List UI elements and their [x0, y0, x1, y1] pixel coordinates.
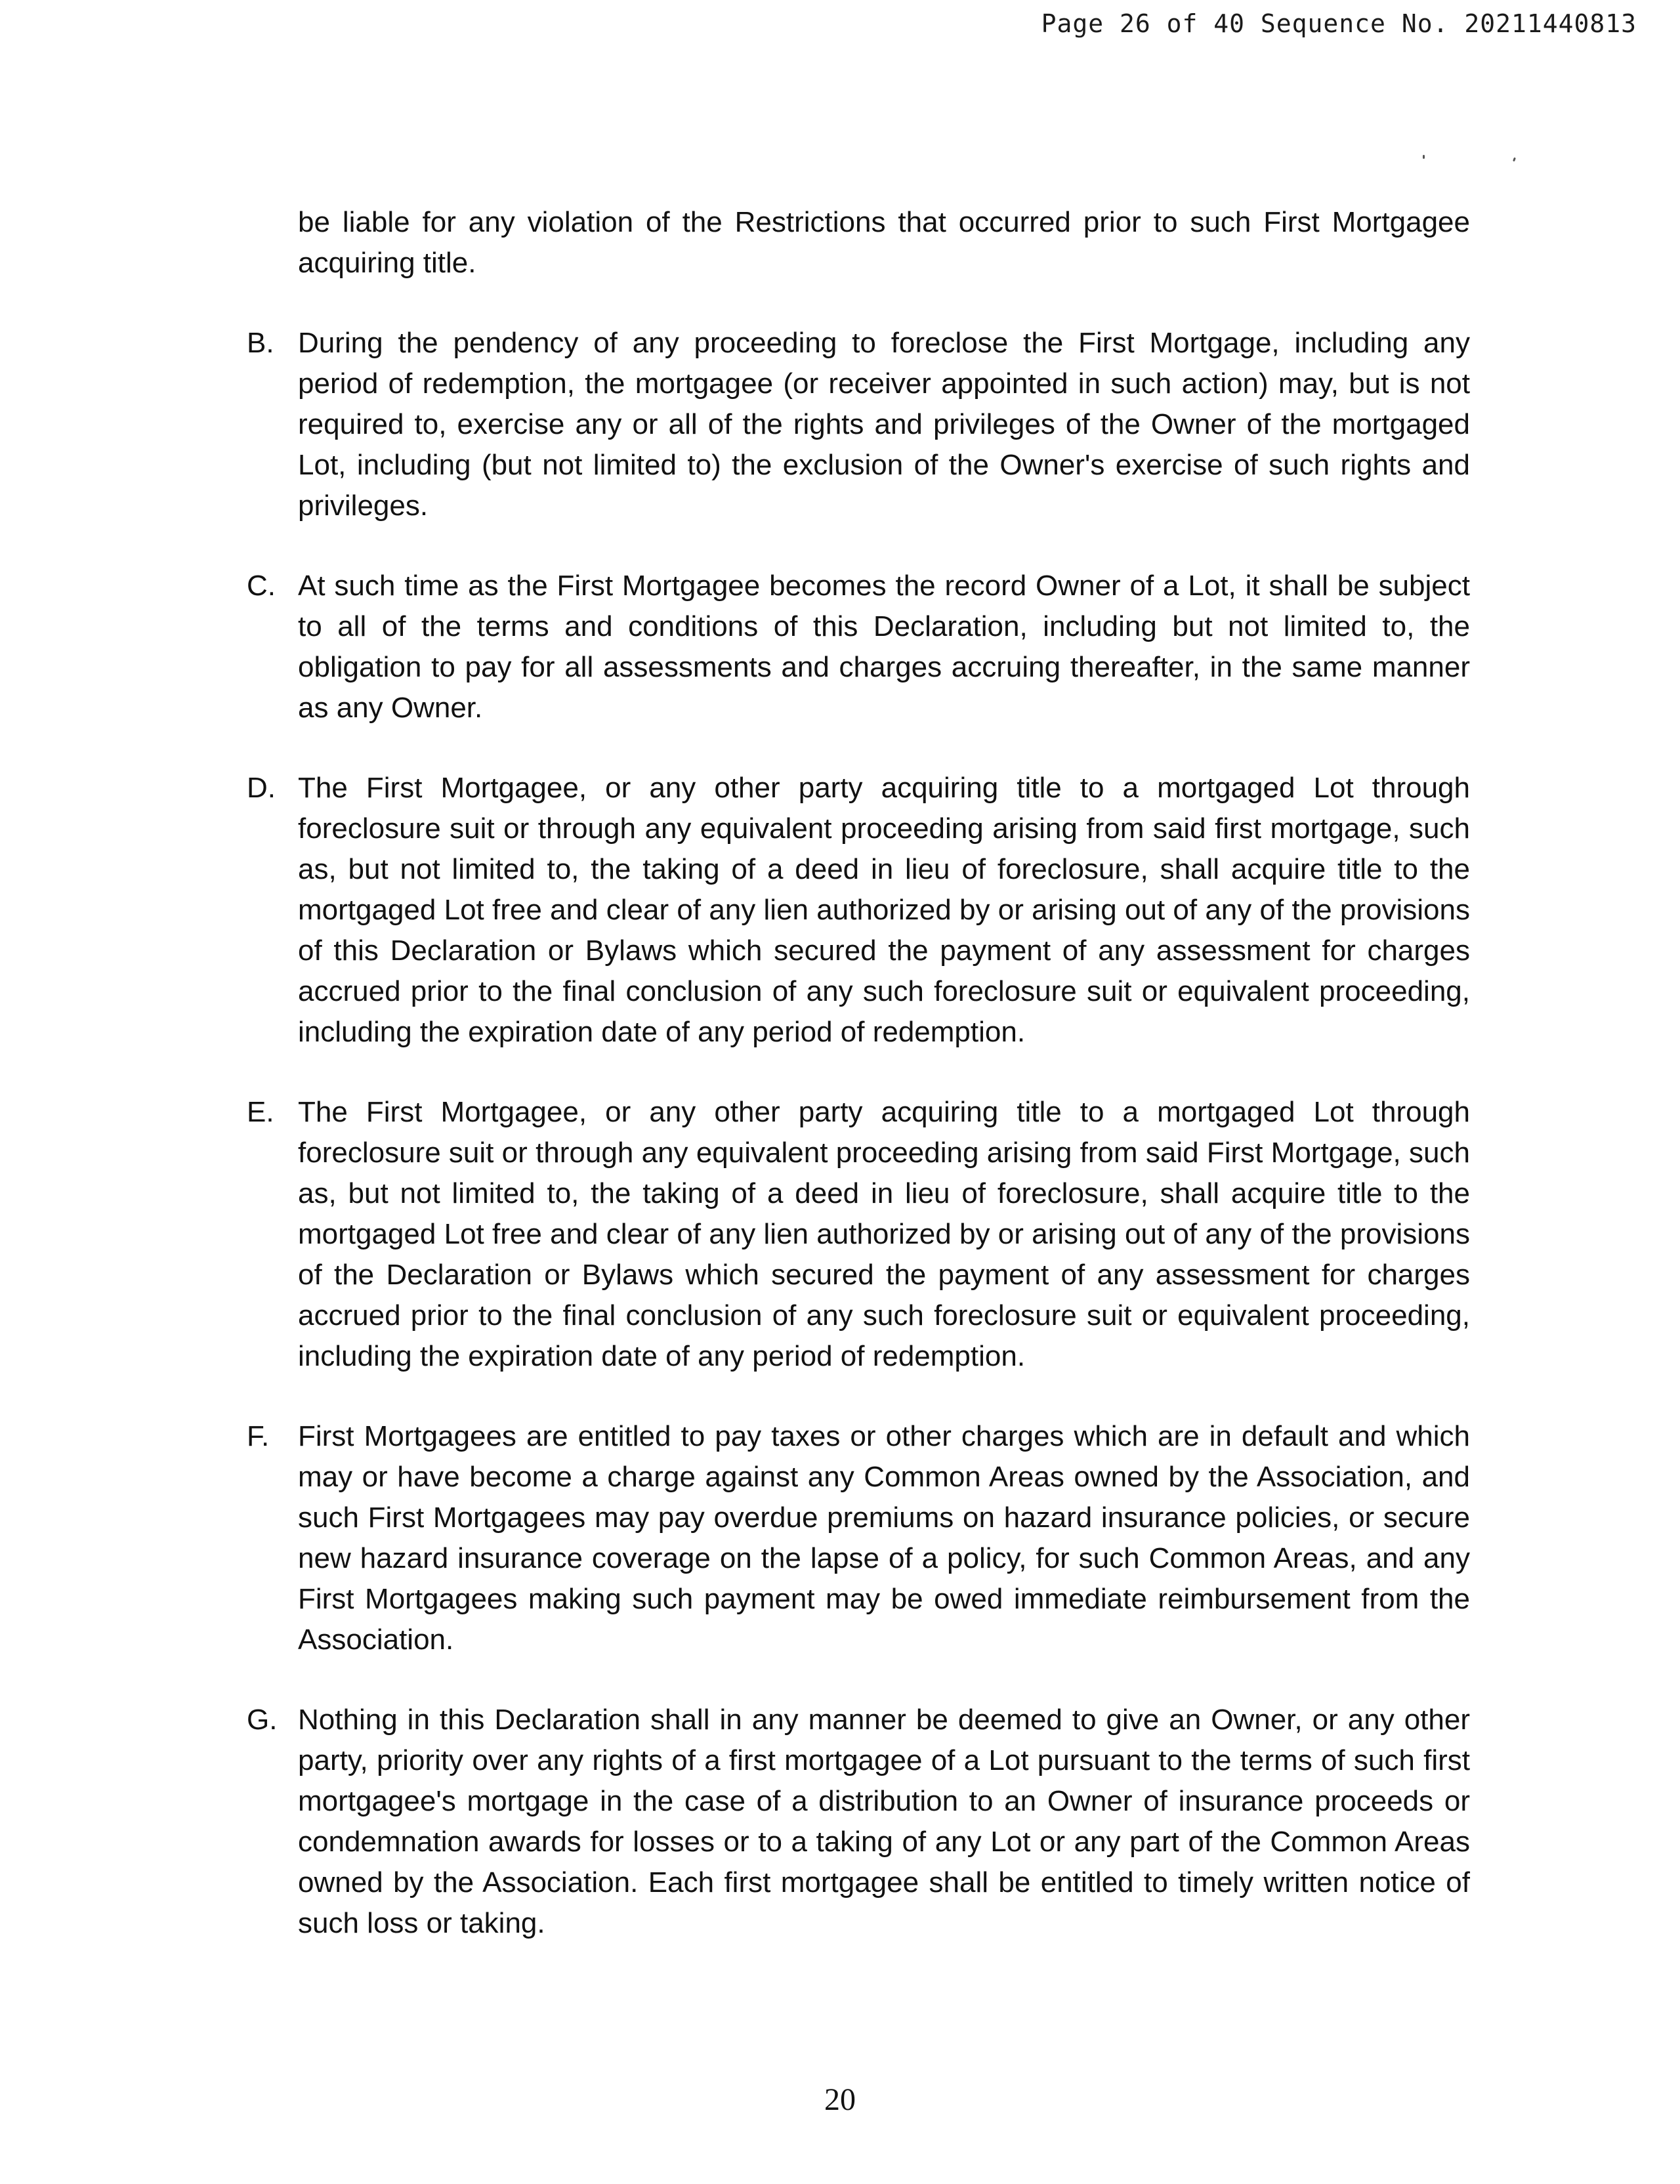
list-item-b: [247, 323, 1470, 526]
page-sequence-header: Page 26 of 40 Sequence No. 20211440813: [1041, 9, 1637, 38]
scan-speck: [1423, 155, 1425, 159]
scan-speck: [1513, 158, 1516, 162]
continuation-paragraph: be liable for any violation of the Restrictions that occurred prior to such First Mortgagee acquiring title.: [298, 206, 1470, 279]
list-item-c: [247, 566, 1470, 728]
list-item-e: [247, 1092, 1470, 1377]
item-text: The First Mortgagee, or any other party acquiring title to a mortgaged Lot through foreclosure suit or through any equivalent proceeding arising from said first mortgage, such as, but not limited to, the taking of a deed in lieu of foreclosure, shall acquire title to the mortgaged Lot free and clear of any lien authorized by or arising out of any of the provisions of this Declaration or Bylaws which secured the payment of any assessment for charges accrued prior to the final conclusion of any such foreclosure suit or equivalent proceeding, including the expiration date of any period of redemption.: [298, 772, 1470, 1048]
item-label: C.: [247, 570, 276, 602]
item-text: At such time as the First Mortgagee becomes the record Owner of a Lot, it shall be subject to all of the terms and conditions of this Declaration, including but not limited to, the obligation to pay for all assessments and charges accruing thereafter, in the same manner as any Owner.: [298, 570, 1470, 724]
page-number: 20: [824, 2082, 856, 2117]
item-label: G.: [247, 1704, 278, 1736]
item-text: During the pendency of any proceeding to foreclose the First Mortgage, including any period of redemption, the mortgagee (or receiver appointed in such action) may, but is not required to, exercise any or all of the rights and privileges of the Owner of the mortgaged Lot, including (but not limited to) the exclusion of the Owner's exercise of such rights and privileges.: [298, 327, 1470, 522]
item-label: B.: [247, 327, 274, 359]
item-text: Nothing in this Declaration shall in any manner be deemed to give an Owner, or any other party, priority over any rights of a first mortgagee of a Lot pursuant to the terms of such first mortgagee's mortgage in the case of a distribution to an Owner of insurance proceeds or condemnation awards for losses or to a taking of any Lot or any part of the Common Areas owned by the Association. Each first mortgagee shall be entitled to timely written notice of such loss or taking.: [298, 1704, 1470, 1939]
list-item-g: [247, 1700, 1470, 1944]
list-item-d: [247, 768, 1470, 1053]
item-label: E.: [247, 1096, 274, 1128]
item-text: The First Mortgagee, or any other party acquiring title to a mortgaged Lot through foreclosure suit or through any equivalent proceeding arising from said First Mortgage, such as, but not limited to, the taking of a deed in lieu of foreclosure, shall acquire title to the mortgaged Lot free and clear of any lien authorized by or arising out of any of the provisions of the Declaration or Bylaws which secured the payment of any assessment for charges accrued prior to the final conclusion of any such foreclosure suit or equivalent proceeding, including the expiration date of any period of redemption.: [298, 1096, 1470, 1372]
document-body: [247, 202, 1470, 1983]
list-item-f: [247, 1416, 1470, 1660]
item-label: F.: [247, 1420, 270, 1452]
item-text: First Mortgagees are entitled to pay taxes or other charges which are in default and which may or have become a charge against any Common Areas owned by the Association, and such First Mortgagees may pay overdue premiums on hazard insurance policies, or secure new hazard insurance coverage on the lapse of a policy, for such Common Areas, and any First Mortgagees making such payment may be owed immediate reimbursement from the Association.: [298, 1420, 1470, 1656]
item-label: D.: [247, 772, 276, 804]
